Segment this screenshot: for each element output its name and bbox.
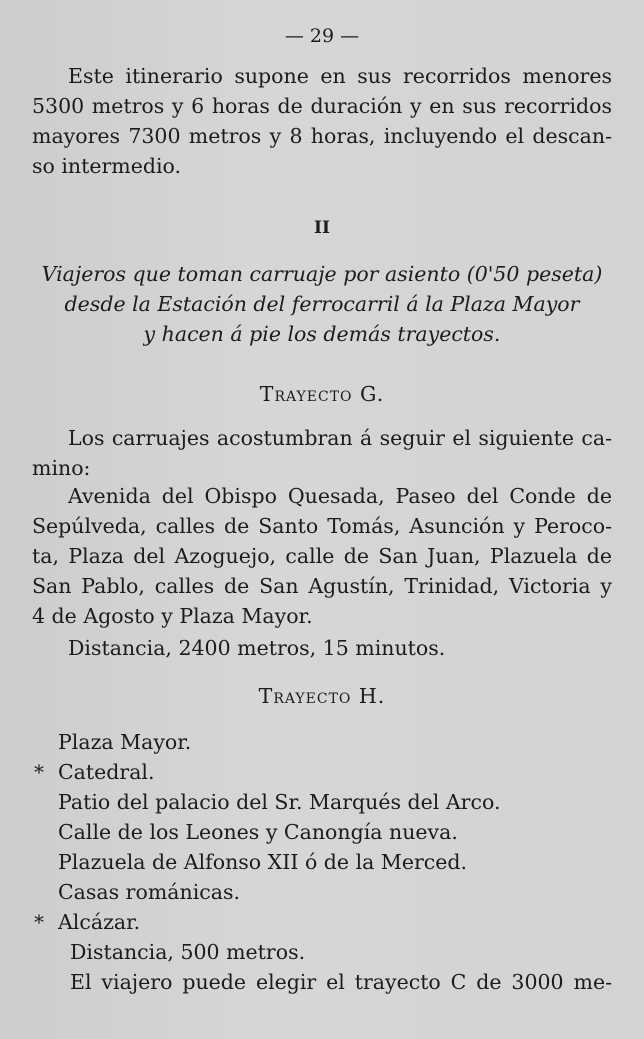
trayecto-g-route-line-3: ta, Plaza del Azoguejo, calle de San Juan, Plazuela de (32, 544, 612, 568)
para1-line-4: so intermedio. (32, 154, 182, 178)
trayecto-g-heading: Trayecto G. (259, 382, 385, 406)
section-numeral: II (314, 218, 330, 238)
trayecto-h-distance: Distancia, 500 metros. (70, 940, 306, 964)
section-heading-line-2: desde la Estación del ferrocarril á la Plaza Mayor (64, 292, 580, 316)
asterisk-marker: * (34, 910, 44, 934)
section-heading-line-3: y hacen á pie los demás trayectos. (143, 322, 501, 346)
trayecto-g-intro-line-1: Los carruajes acostumbran á seguir el siguiente ca- (68, 426, 612, 450)
trayecto-g-route-line-2: Sepúlveda, calles de Santo Tomás, Asunción y Peroco- (32, 514, 612, 538)
list-item: Calle de los Leones y Canongía nueva. (58, 820, 458, 844)
para1-line-3: mayores 7300 metros y 8 horas, incluyendo el descan- (32, 124, 612, 148)
section-heading-line-1: Viajeros que toman carruaje por asiento (0'50 peseta) (41, 262, 603, 286)
para1-line-2: 5300 metros y 6 horas de duración y en sus recorridos (32, 94, 612, 118)
trayecto-g-route-line-1: Avenida del Obispo Quesada, Paseo del Conde de (68, 484, 612, 508)
list-item: Alcázar. (58, 910, 141, 934)
trayecto-g-intro-line-2: mino: (32, 456, 91, 480)
trayecto-g-route-line-4: San Pablo, calles de San Agustín, Trinidad, Victoria y (32, 574, 612, 598)
para1-line-1: Este itinerario supone en sus recorridos menores (68, 64, 612, 88)
list-item: Plaza Mayor. (58, 730, 192, 754)
trayecto-g-distance: Distancia, 2400 metros, 15 minutos. (68, 636, 446, 660)
list-item: Plazuela de Alfonso XII ó de la Merced. (58, 850, 468, 874)
list-item: Catedral. (58, 760, 155, 784)
asterisk-marker: * (34, 760, 44, 784)
page-number: — 29 — (284, 25, 360, 47)
list-item: Patio del palacio del Sr. Marqués del Arco. (58, 790, 501, 814)
list-item: Casas románicas. (58, 880, 240, 904)
trayecto-h-heading: Trayecto H. (258, 684, 386, 708)
trayecto-h-last-line: El viajero puede elegir el trayecto C de 3000 me- (70, 970, 612, 994)
trayecto-g-route-line-5: 4 de Agosto y Plaza Mayor. (32, 604, 313, 628)
